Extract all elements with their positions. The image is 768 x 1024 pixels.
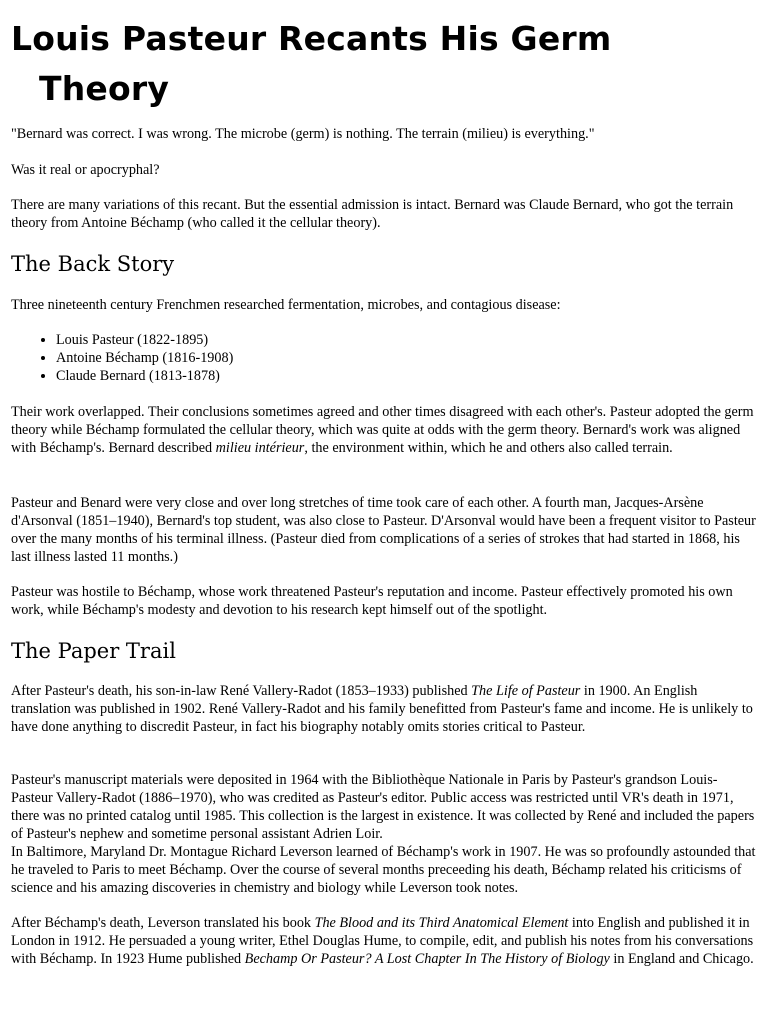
list-item: • Claude Bernard (1813-1878)	[56, 367, 233, 385]
close-paragraph: Pasteur and Benard were very close and over long stretches of time took care of each other. A fourth man, Jacques-Arsène d'Arsonval (1851–1940), Bernard's top student, was also close to Pasteur. D'Arsonval would have been a frequent visitor to Pasteur over the many months of his terminal illness. (Pasteur died from complications of a series of strokes that had started in 1868, his last illness lasted 11 months.)	[11, 495, 756, 565]
book-title-blood: The Blood and its Third Anatomical Element	[314, 915, 569, 931]
hostile-paragraph: Pasteur was hostile to Béchamp, whose work threatened Pasteur's reputation and income. Pasteur effectively promoted his own work, while Béchamp's modesty and devotion to his research kept himself out of the spotlight.	[11, 584, 733, 618]
back-story-heading: The Back Story	[11, 252, 175, 276]
question-paragraph: Was it real or apocryphal?	[11, 162, 160, 178]
book-title-life-of-pasteur: The Life of Pasteur	[471, 683, 581, 699]
people-list	[11, 331, 233, 385]
leverson-text-1: After Béchamp's death, Leverson translated his book	[11, 915, 315, 931]
overlap-italic-term: milieu intérieur	[215, 440, 305, 456]
leverson-text-3: in England and Chicago.	[609, 951, 754, 967]
quote-paragraph: "Bernard was correct. I was wrong. The microbe (germ) is nothing. The terrain (milieu) is everything."	[11, 126, 595, 142]
baltimore-paragraph: In Baltimore, Maryland Dr. Montague Richard Leverson learned of Béchamp's work in 1907. He was so profoundly astounded that he traveled to Paris to meet Béchamp. Over the course of several months preceeding his death, Béchamp related his criticisms of science and his amazing discoveries in chemistry and biology while Leverson took notes.	[11, 844, 756, 896]
title-line-2: Theory	[39, 69, 170, 108]
book-title-bechamp-or-pasteur: Bechamp Or Pasteur? A Lost Chapter In The History of Biology	[244, 951, 610, 967]
variations-paragraph: There are many variations of this recant. But the essential admission is intact. Bernard was Claude Bernard, who got the terrain theory from Antoine Béchamp (who called it the cellular theory).	[11, 197, 734, 231]
page-title	[11, 0, 757, 114]
overlap-text-2: , the environment within, which he and others also called terrain.	[304, 440, 673, 456]
list-item: • Louis Pasteur (1822-1895)	[56, 331, 233, 349]
manuscript-paragraph: Pasteur's manuscript materials were deposited in 1964 with the Bibliothèque Nationale in Paris by Pasteur's grandson Louis-Pasteur Vallery-Radot (1886–1970), who was credited as Pasteur's editor. Public access was restricted until VR's death in 1971, there was no printed catalog until 1985. This collection is the largest in existence. It was collected by René and included the papers of Pasteur's nephew and sometime personal assistant Adrien Loir.	[11, 772, 755, 842]
after-text-2: in 1900. An English translation was published in 1902. René Vallery-Radot and his family benefitted from Pasteur's fame and income. He is unlikely to have done anything to discredit Pasteur, in fact his biography notably omits stories critical to Pasteur.	[11, 683, 753, 735]
leverson-paragraph	[11, 914, 757, 968]
paper-trail-heading: The Paper Trail	[11, 639, 176, 663]
title-line-1: Louis Pasteur Recants His Germ	[11, 19, 612, 58]
list-item: • Antoine Béchamp (1816-1908)	[56, 349, 233, 367]
back-story-lead: Three nineteenth century Frenchmen researched fermentation, microbes, and contagious disease:	[11, 297, 561, 313]
overlap-paragraph	[11, 403, 757, 457]
overlap-text-1: Their work overlapped. Their conclusions sometimes agreed and other times disagreed with each other's. Pasteur adopted the germ theory while Béchamp formulated the cellular theory, which was quite at odds with the germ theory. Bernard's work was aligned with Béchamp's. Bernard described	[11, 404, 754, 456]
document-page	[11, 0, 757, 967]
leverson-text-2: into English and published it in London in 1912. He persuaded a young writer, Ethel Douglas Hume, to compile, edit, and publish his notes from his conversations with Béchamp. In 1923 Hume published	[11, 915, 754, 967]
after-death-paragraph	[11, 682, 757, 736]
after-text-1: After Pasteur's death, his son-in-law René Vallery-Radot (1853–1933) published	[11, 683, 472, 699]
